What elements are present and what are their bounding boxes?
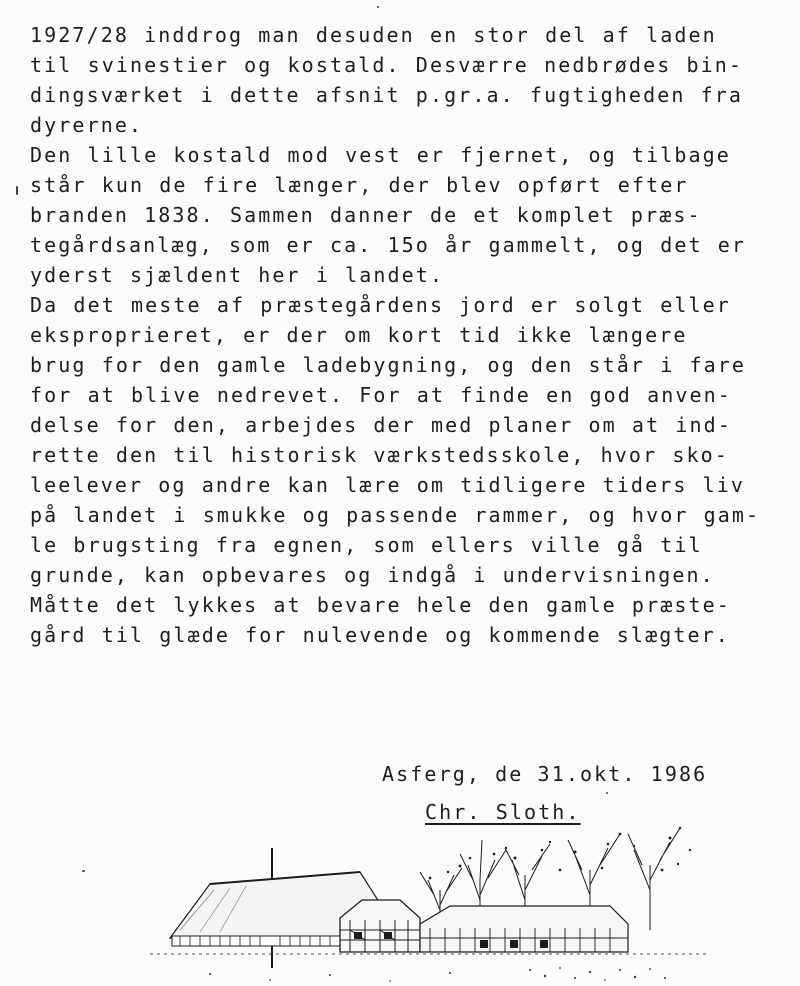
right-house [420,906,628,952]
snow-texture [150,967,666,982]
text-line: står kun de fire længer, der blev opført efter [30,173,689,197]
text-line: gård til glæde for nulevende og kommende slægter. [30,623,730,647]
text-line: leelever og andre kan lære om tidligere tiders liv [30,473,746,497]
text-line: brug for den gamle ladebygning, og den står i fare [30,353,747,377]
text-line: grunde, kan opbevares og indgå i undervisningen. [30,563,715,587]
text-line: Den lille kostald mod vest er fjernet, og tilbage [30,143,731,167]
body-text [30,20,800,650]
text-line: le brugsting fra egnen, som ellers ville gå til [30,533,703,557]
scan-speck [606,792,608,794]
text-line: 1927/28 inddrog man desuden en stor del af laden [30,23,717,47]
place-date: Asferg, de 31.okt. 1986 [382,762,708,786]
text-line: tegårdsanlæg, som er ca. 15o år gammelt, og det er [30,233,747,257]
farmhouse-drawing [150,820,710,986]
text-line: på landet i smukke og passende rammer, og hvor gam- [30,503,761,527]
text-line: til svinestier og kostald. Desværre nedbrødes bin- [30,53,744,77]
author-signature: Chr. Sloth. [425,800,581,824]
scan-speck [82,870,85,872]
scan-speck [377,6,379,8]
text-line: dyrerne. [30,113,144,137]
text-line: eksproprieret, er der om kort tid ikke længere [30,323,688,347]
text-line: branden 1838. Sammen danner de et komplet præs- [30,203,702,227]
text-line: for at blive nedrevet. For at finde en god anven- [30,383,732,407]
scan-speck [16,186,18,195]
text-line: yderst sjældent her i landet. [30,263,445,287]
text-line: Da det meste af præstegårdens jord er solgt eller [30,293,731,317]
text-line: Måtte det lykkes at bevare hele den gamle præste- [30,593,731,617]
text-line: dingsværket i dette afsnit p.gr.a. fugtigheden fra [30,83,744,107]
middle-building [340,900,420,952]
text-line: delse for den, arbejdes der med planer om at ind- [30,413,732,437]
text-line: rette den til historisk værkstedsskole, hvor sko- [30,443,729,467]
tree-foliage [429,827,692,880]
